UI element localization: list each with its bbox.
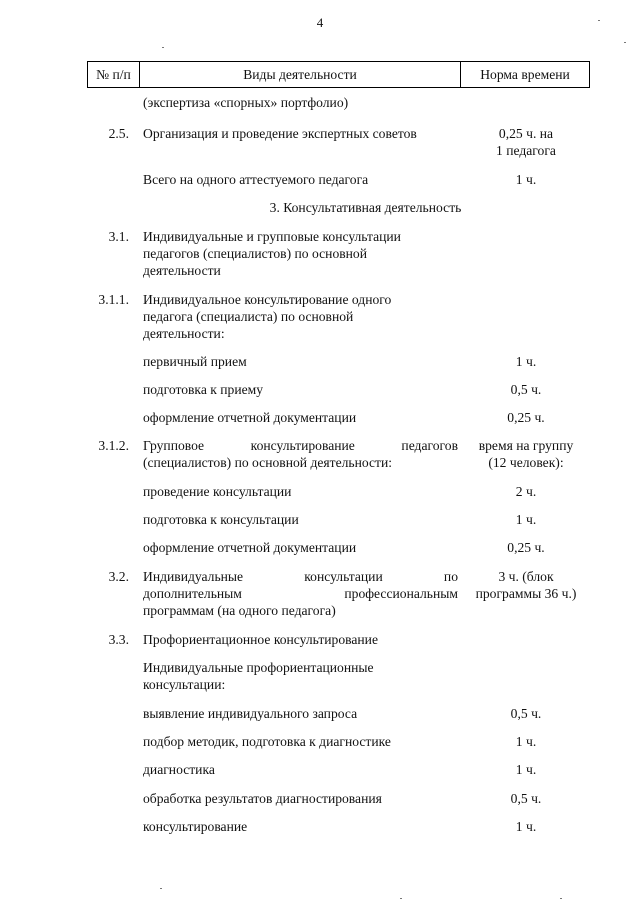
activity-text: оформление отчетной документации [143, 540, 357, 555]
activity-text: дополнительным профессиональным [143, 586, 458, 601]
norm-value: 0,5 ч. [510, 791, 542, 806]
norm-value: программы 36 ч.) [475, 586, 577, 601]
activity-text: подготовка к приему [143, 382, 264, 397]
activity-text: консультации: [143, 677, 226, 692]
activity-text: (экспертиза «спорных» портфолио) [143, 95, 349, 110]
activity-text: Индивидуальное консультирование одного [143, 292, 392, 307]
norm-value: 0,25 ч. [507, 540, 545, 555]
activity-text: Индивидуальные профориентационные [143, 660, 374, 675]
activity-text: консультирование [143, 819, 248, 834]
activity-text: выявление индивидуального запроса [143, 706, 358, 721]
scan-speck [160, 888, 162, 889]
item-number: 3.1. [108, 229, 129, 244]
norm-value: 0,5 ч. [510, 706, 542, 721]
item-number: 3.3. [108, 632, 129, 647]
norm-value: 1 ч. [515, 762, 537, 777]
activity-text: диагностика [143, 762, 215, 777]
norm-value: 0,25 ч. [507, 410, 545, 425]
item-number: 3.2. [108, 569, 129, 584]
activity-text: деятельности: [143, 326, 225, 341]
norm-value: 0,25 ч. на [498, 126, 554, 141]
activity-text: Индивидуальные консультации по [143, 569, 458, 584]
activity-text: оформление отчетной документации [143, 410, 357, 425]
norm-value: 1 ч. [515, 819, 537, 834]
norm-value: 3 ч. (блок [498, 569, 554, 584]
activity-text: Профориентационное консультирование [143, 632, 378, 647]
norm-value: 0,5 ч. [510, 382, 542, 397]
scan-speck [400, 898, 402, 899]
activity-text: педагогов (специалистов) по основной [143, 246, 368, 261]
activity-text: подбор методик, подготовка к диагностике [143, 734, 391, 749]
activity-text: педагога (специалиста) по основной [143, 309, 354, 324]
norm-value: 1 ч. [515, 512, 537, 527]
activity-text: первичный прием [143, 354, 247, 369]
item-number: 3.1.2. [98, 438, 129, 453]
activity-text: обработка результатов диагностирования [143, 791, 382, 806]
activity-text: Всего на одного аттестуемого педагога [143, 172, 369, 187]
norm-value: (12 человек): [488, 455, 564, 470]
norm-value: 1 ч. [515, 354, 537, 369]
activity-text: (специалистов) по основной деятельности: [143, 455, 393, 470]
scan-speck [162, 47, 164, 48]
activity-text: Групповое консультирование педагогов [143, 438, 458, 453]
item-number: 2.5. [108, 126, 129, 141]
norm-value: время на группу [478, 438, 574, 453]
activity-text: проведение консультации [143, 484, 292, 499]
scan-speck [560, 898, 562, 899]
activity-text: подготовка к консультации [143, 512, 299, 527]
norm-value: 2 ч. [515, 484, 537, 499]
norm-value: 1 ч. [515, 172, 537, 187]
item-number: 3.1.1. [98, 292, 129, 307]
scan-speck [624, 42, 626, 43]
norm-value: 1 педагога [496, 143, 556, 158]
header-number-cell: № п/п [87, 61, 140, 88]
activity-text: Индивидуальные и групповые консультации [143, 229, 401, 244]
norm-value: 1 ч. [515, 734, 537, 749]
header-norm-cell: Норма времени [460, 61, 590, 88]
activity-text: деятельности [143, 263, 221, 278]
header-activity-cell: Виды деятельности [139, 61, 461, 88]
scan-speck [598, 20, 600, 21]
activity-text: программам (на одного педагога) [143, 603, 336, 618]
page-number: 4 [316, 15, 324, 30]
section-heading: 3. Консультативная деятельность [269, 200, 462, 215]
activity-text: Организация и проведение экспертных советов [143, 126, 417, 141]
